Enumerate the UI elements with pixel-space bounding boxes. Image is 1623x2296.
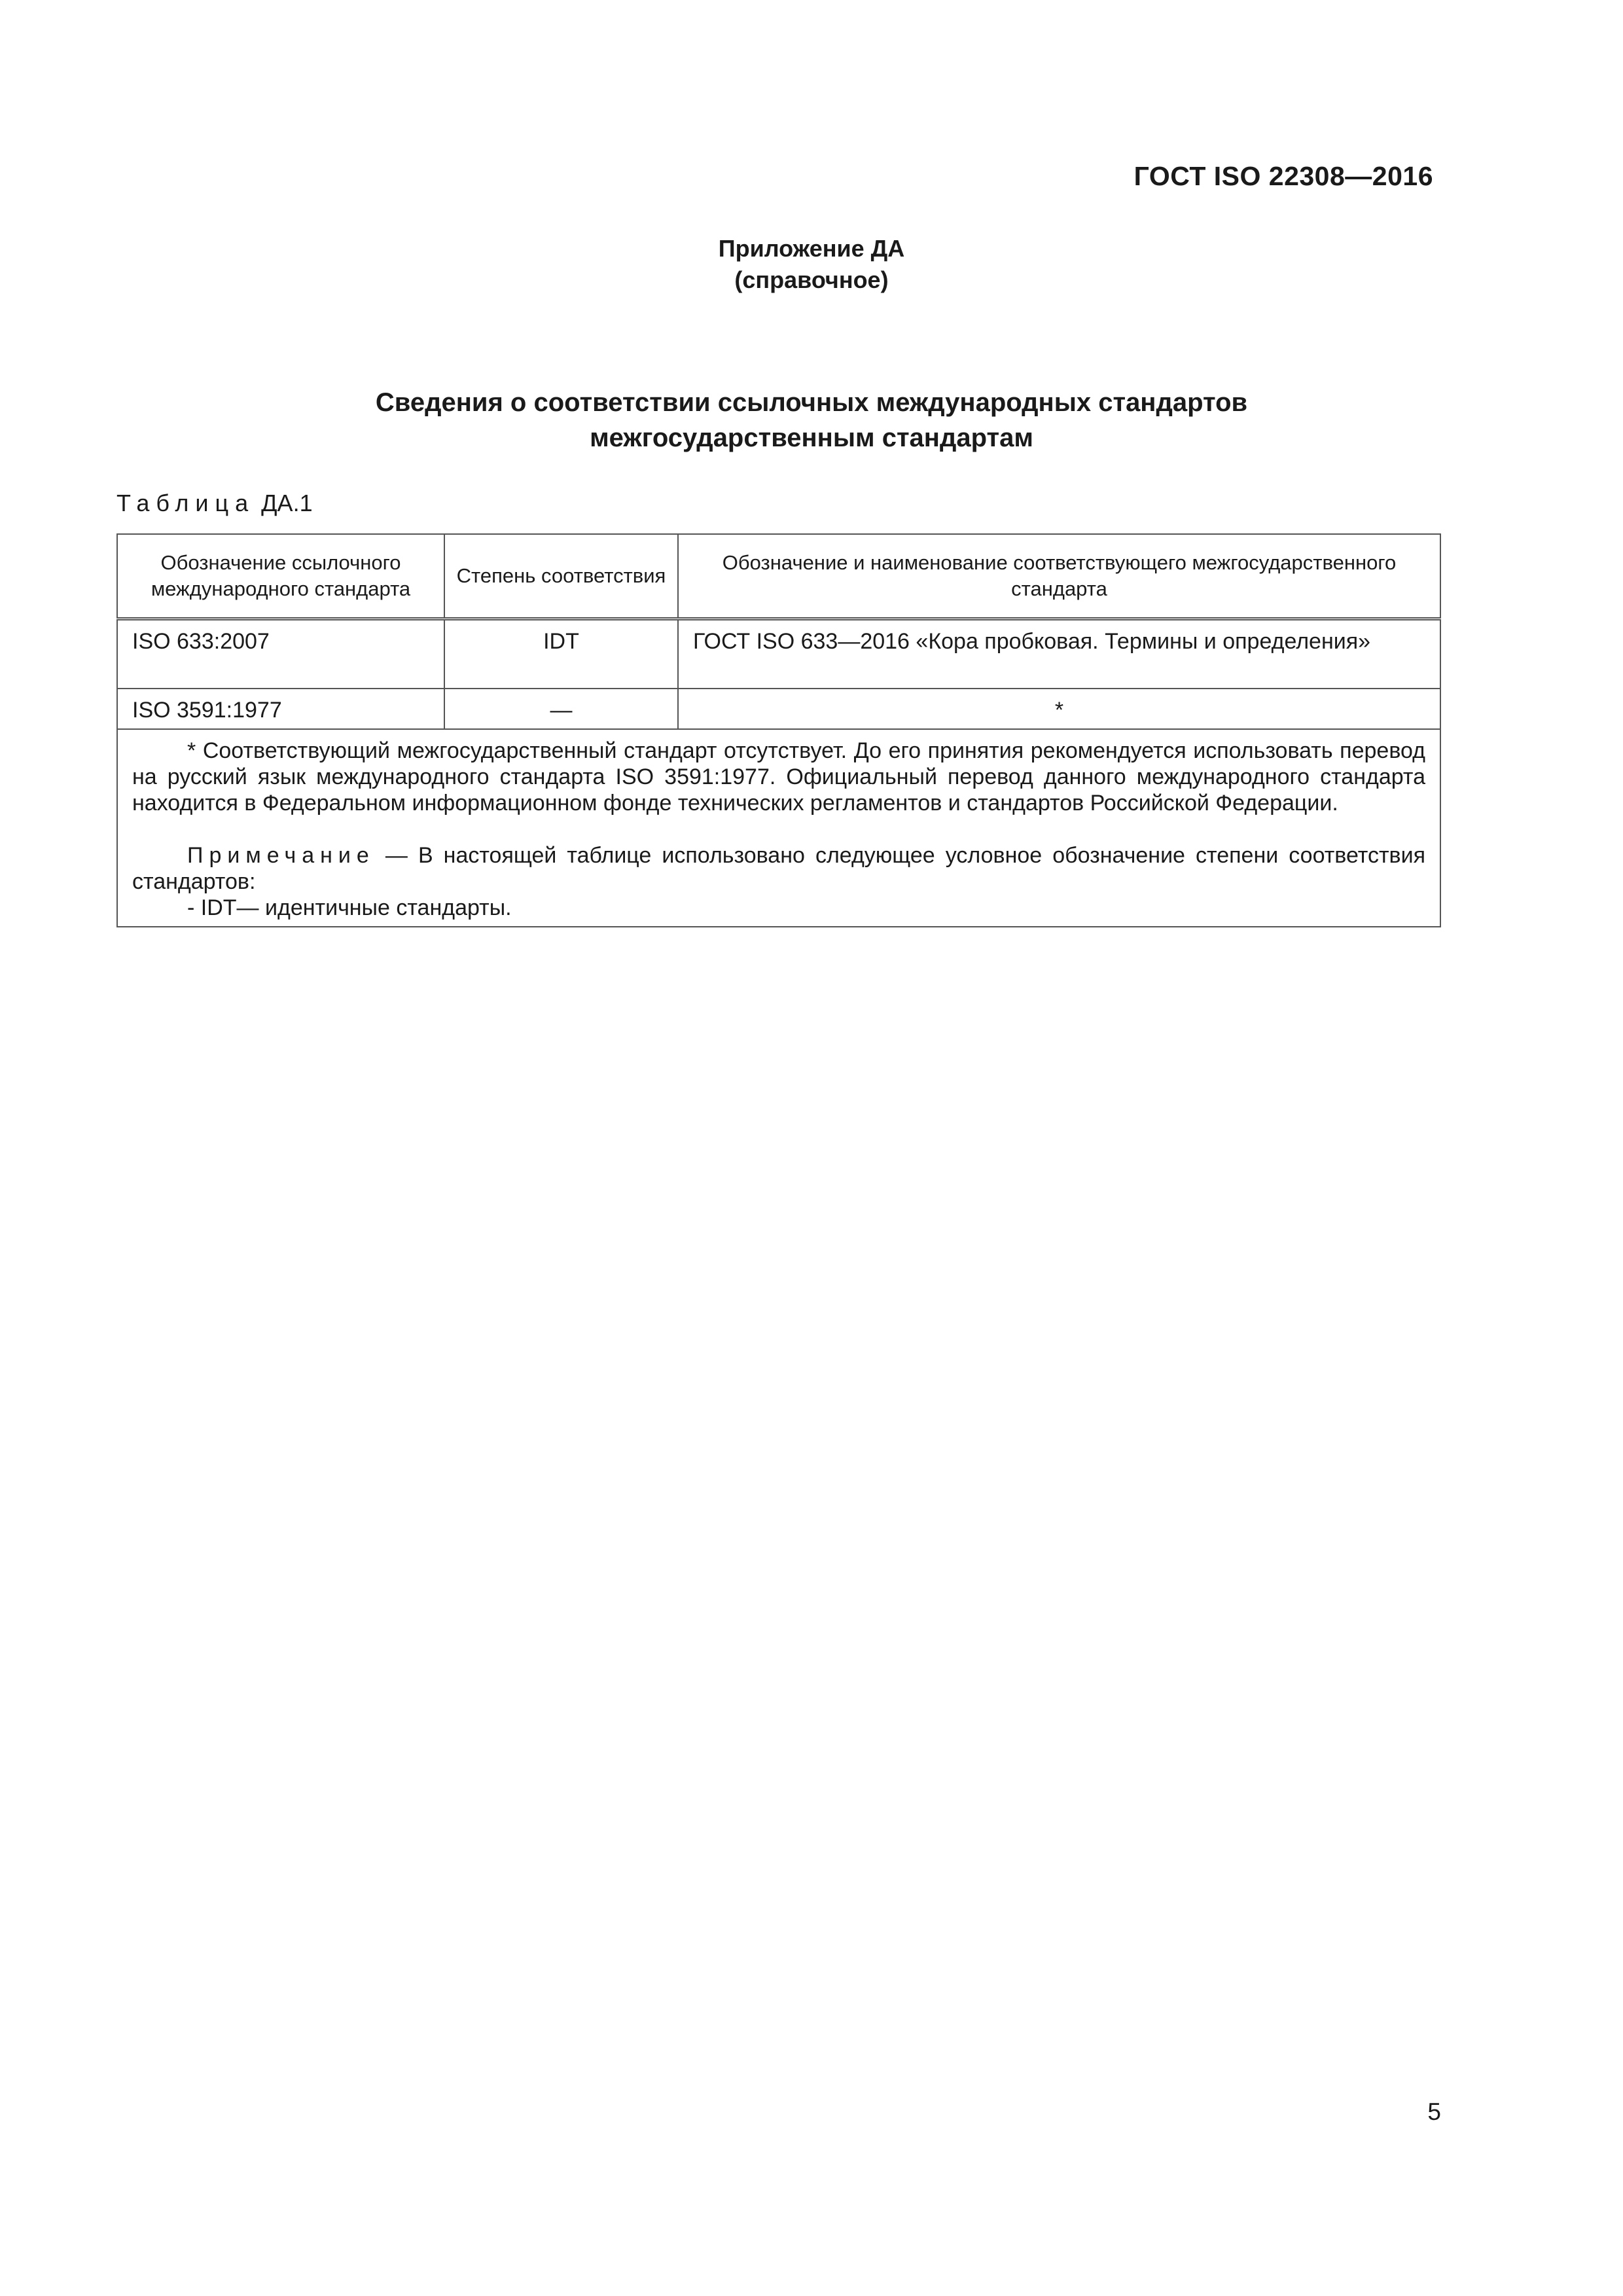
- appendix-header: [0, 233, 1623, 296]
- cell-interstate-standard: *: [678, 689, 1440, 729]
- table-row: [117, 619, 1440, 689]
- note-paragraph: [132, 842, 1425, 895]
- note-label: Примечание: [187, 842, 375, 868]
- table-caption: [116, 490, 313, 517]
- appendix-title: Приложение ДА: [718, 235, 905, 262]
- cell-reference-standard: ISO 3591:1977: [117, 689, 444, 729]
- section-heading: [0, 385, 1623, 456]
- header-interstate-standard: Обозначение и наименование соответствующего межгосударственного стандарта: [678, 534, 1440, 619]
- section-heading-line-2: межгосударственным стандартам: [590, 423, 1033, 452]
- correspondence-table: [116, 533, 1441, 927]
- table-footnote-cell: [117, 729, 1440, 927]
- table-header-row: [117, 534, 1440, 619]
- note-text: — В настоящей таблице использовано следующее условное обозначение степени соответствия стандартов:: [132, 842, 1425, 894]
- cell-degree: IDT: [444, 619, 678, 689]
- header-degree-of-correspondence: Степень соответствия: [444, 534, 678, 619]
- table-footnote-row: [117, 729, 1440, 927]
- footnote-text: * Соответствующий межгосударственный стандарт отсутствует. До его принятия рекомендуется использовать перевод на русский язык международного стандарта ISO 3591:1977. Официальный перевод данного международного стандарта находится в Федеральном информационном фонде технических регламентов и стандартов Российской Федерации.: [132, 738, 1425, 816]
- note-list-item: - IDT— идентичные стандарты.: [187, 895, 512, 920]
- table-row: [117, 689, 1440, 729]
- table-caption-word: Таблица: [116, 490, 255, 516]
- section-heading-line-1: Сведения о соответствии ссылочных международных стандартов: [375, 388, 1248, 417]
- page-number: 5: [1427, 2098, 1441, 2125]
- cell-interstate-standard: ГОСТ ISO 633—2016 «Кора пробковая. Термины и определения»: [678, 619, 1440, 689]
- appendix-subtitle: (справочное): [734, 266, 889, 293]
- header-reference-standard: Обозначение ссылочного международного стандарта: [117, 534, 444, 619]
- cell-reference-standard: ISO 633:2007: [117, 619, 444, 689]
- document-designation: ГОСТ ISO 22308—2016: [1133, 161, 1433, 191]
- cell-degree: —: [444, 689, 678, 729]
- table-caption-number: ДА.1: [261, 490, 313, 516]
